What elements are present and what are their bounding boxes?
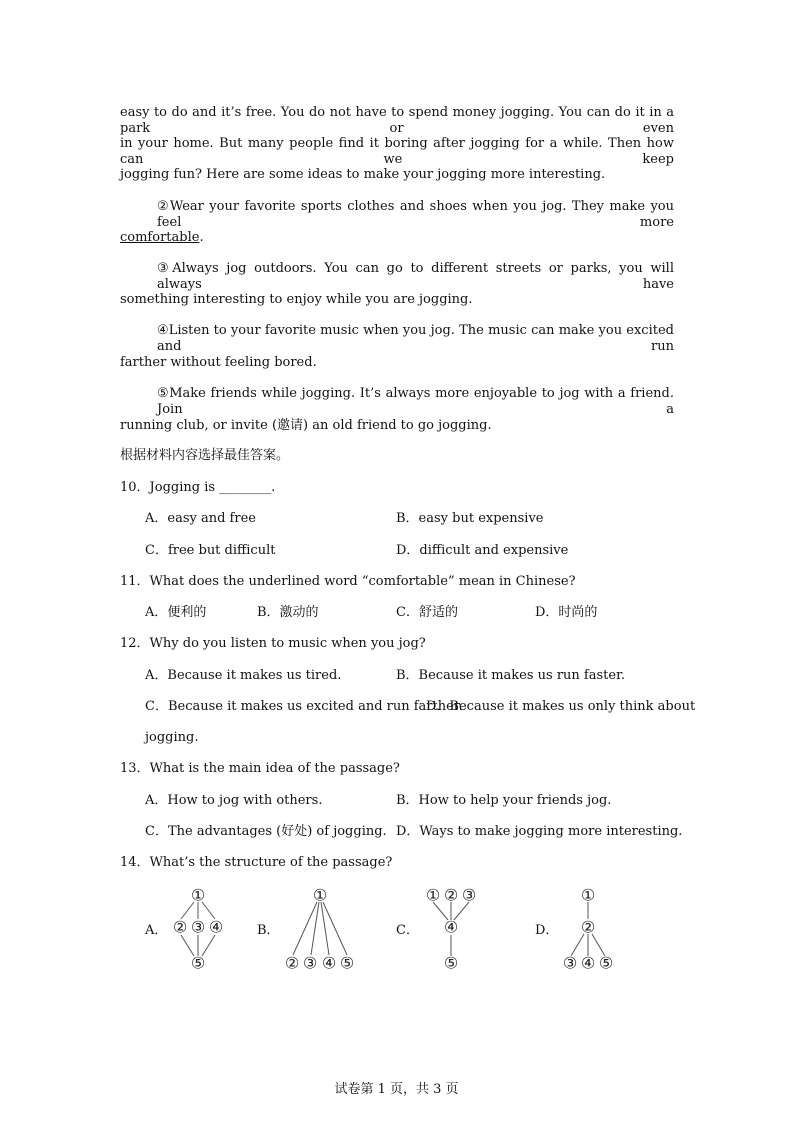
option-b[interactable]: B．How to help your friends jog. [396, 793, 612, 808]
passage-line: running club, or invite (邀请) an old friend to go jogging. [120, 418, 492, 433]
option-c[interactable]: C．Because it makes us excited and run farther. [145, 699, 463, 714]
passage-line: ③Always jog outdoors. You can go to different streets or parks, you will always have [157, 261, 674, 292]
diagram-c-node-4: ④ [443, 917, 459, 937]
diagram-a-node-5: ⑤ [190, 953, 206, 973]
option-d-continued: jogging. [145, 730, 199, 745]
page-footer: 试卷第 1 页，共 3 页 [334, 1082, 459, 1097]
diagram-a-node-1: ① [190, 885, 206, 905]
passage-line: ②Wear your favorite sports clothes and shoes when you jog. They make you feel more [157, 199, 674, 230]
question-stem: 11．What does the underlined word “comfortable” mean in Chinese? [120, 574, 576, 589]
option-d[interactable]: D．Because it makes us only think about [426, 699, 696, 714]
option-b[interactable]: B．Because it makes us run faster. [396, 668, 626, 683]
option-b[interactable]: B．激动的 [257, 605, 319, 620]
passage-line: jogging fun? Here are some ideas to make your jogging more interesting. [120, 167, 606, 182]
diagram-b-node-4: ④ [321, 953, 337, 973]
option-c[interactable]: C．舒适的 [396, 605, 458, 620]
option-a[interactable]: A．easy and free [145, 511, 256, 526]
diagram-b-node-1: ① [312, 885, 328, 905]
diagram-a-node-3: ③ [190, 917, 206, 937]
diagram-c-node-1: ① [425, 885, 441, 905]
diagram-b-node-2: ② [284, 953, 300, 973]
passage-line: something interesting to enjoy while you are jogging. [120, 292, 473, 307]
diagram-d-node-5: ⑤ [598, 953, 614, 973]
option-a[interactable]: A．How to jog with others. [145, 793, 323, 808]
passage-line: comfortable. [120, 230, 204, 245]
question-stem: 14．What’s the structure of the passage? [120, 855, 393, 870]
underlined-word: comfortable [120, 230, 200, 245]
option-c[interactable]: C．The advantages (好处) of jogging. [145, 824, 387, 839]
question-stem: 10．Jogging is ________. [120, 480, 276, 495]
option-a[interactable]: A．便利的 [145, 605, 207, 620]
option-b[interactable]: B． [257, 923, 280, 938]
option-d[interactable]: D．Ways to make jogging more interesting. [396, 824, 683, 839]
option-d[interactable]: D． [535, 923, 559, 938]
option-d[interactable]: D．时尚的 [535, 605, 598, 620]
question-stem: 12．Why do you listen to music when you jog? [120, 636, 426, 651]
passage-line: ④Listen to your favorite music when you jog. The music can make you excited and run [157, 323, 674, 354]
passage-line: farther without feeling bored. [120, 355, 317, 370]
diagram-d-node-2: ② [580, 917, 596, 937]
instruction: 根据材料内容选择最佳答案。 [120, 448, 290, 463]
diagram-c-node-3: ③ [461, 885, 477, 905]
diagram-b-node-3: ③ [302, 953, 318, 973]
option-b[interactable]: B．easy but expensive [396, 511, 544, 526]
diagram-a-node-2: ② [172, 917, 188, 937]
passage-line: easy to do and it’s free. You do not have to spend money jogging. You can do it in a park or even [120, 105, 674, 136]
diagram-b-node-5: ⑤ [339, 953, 355, 973]
option-a[interactable]: A．Because it makes us tired. [145, 668, 342, 683]
diagram-c-node-2: ② [443, 885, 459, 905]
option-c[interactable]: C．free but difficult [145, 543, 276, 558]
diagram-d-node-3: ③ [562, 953, 578, 973]
diagram-d-node-1: ① [580, 885, 596, 905]
option-c[interactable]: C． [396, 923, 419, 938]
diagram-c-node-5: ⑤ [443, 953, 459, 973]
passage-line: ⑤Make friends while jogging. It’s always more enjoyable to jog with a friend. Join a [157, 386, 674, 417]
passage-line: in your home. But many people find it boring after jogging for a while. Then how can we keep [120, 136, 674, 167]
option-d[interactable]: D．difficult and expensive [396, 543, 569, 558]
diagram-a-node-4: ④ [208, 917, 224, 937]
option-a[interactable]: A． [145, 923, 168, 938]
diagram-d-node-4: ④ [580, 953, 596, 973]
question-stem: 13．What is the main idea of the passage? [120, 761, 400, 776]
